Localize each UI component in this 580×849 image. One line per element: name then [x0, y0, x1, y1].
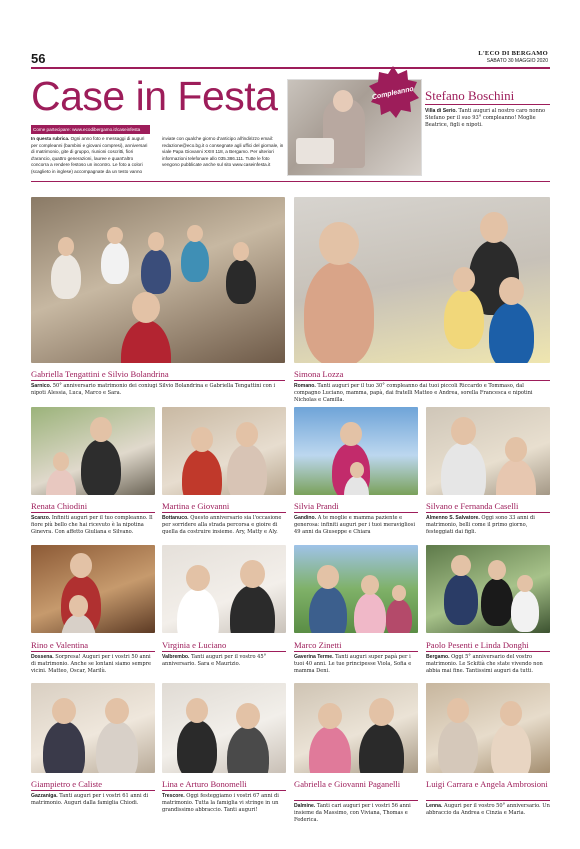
entry-photo — [294, 683, 418, 773]
person-figure — [230, 585, 275, 633]
person-figure — [121, 320, 171, 364]
entry-name: Simona Lozza — [294, 369, 344, 379]
birthday-badge-icon — [365, 64, 421, 120]
entry-rule — [162, 651, 286, 652]
entry-caption — [426, 515, 550, 535]
person-figure — [227, 726, 269, 773]
entry-location: Romano. — [294, 383, 316, 389]
entry-rule — [31, 380, 285, 381]
entry-message: Sorpresa! Auguri per i vostri 50 anni di matrimonio. Anche se lontani siamo sempre vicini. Matteo, Oscar, Marilù. — [31, 654, 152, 674]
entry-name: Gabriella Tengattini e Silvio Bolandrina — [31, 369, 169, 379]
person-head — [90, 417, 112, 442]
newspaper-date: SABATO 30 MAGGIO 2020 — [486, 58, 548, 64]
person-head — [499, 277, 524, 305]
entry-name: Lina e Arturo Bonomelli — [162, 779, 247, 789]
entry-message: Auguri per il vostro 50° anniversario. Un abbraccio da Andrea e Cinzia e Maria. — [426, 803, 550, 816]
page-number: 56 — [31, 51, 46, 66]
entry-rule — [426, 512, 550, 513]
entry-location: Bergamo. — [426, 654, 450, 660]
entry-name: Giampietro e Caliste — [31, 779, 103, 789]
entry-name: Luigi Carrara e Angela Ambrosioni — [426, 779, 548, 789]
entry-rule — [294, 380, 550, 381]
person-figure — [51, 254, 81, 299]
person-head — [53, 452, 70, 471]
participate-banner[interactable]: Come partecipare: www.ecodibergamo.it/caseinfesta — [31, 125, 150, 134]
section-title: Case in Festa — [31, 73, 278, 119]
entry-location: Valbrembo. — [162, 654, 190, 660]
entry-message: 50° anniversario matrimonio dei coniugi Silvio Bolandrina e Gabriella Tengattini con i nipoti Alessia, Luca, Marco e Sara. — [31, 383, 276, 396]
entry-location: Sarnico. — [31, 383, 52, 389]
badge-label: Compleanno — [371, 85, 415, 102]
person-figure — [46, 469, 76, 496]
entry-photo — [162, 683, 286, 773]
entry-photo — [162, 407, 286, 495]
featured-message: Tanti auguri al nostro caro nonno Stefano per il suo 93° compleanno! Moglie Beatrice, figli e nipoti. — [425, 108, 546, 128]
entry-photo — [31, 407, 155, 495]
person-head — [186, 698, 208, 723]
entry-name: Rino e Valentina — [31, 640, 89, 650]
person-head — [488, 560, 506, 580]
entry-rule — [31, 512, 155, 513]
person-head — [517, 575, 533, 592]
entry-message: Infiniti auguri per il tuo compleanno. Il fiore più bello che hai ricevuto è la nipotina Ginevra. Con affetto Giuliana e Silvano. — [31, 515, 153, 535]
person-figure — [444, 574, 478, 625]
entry-photo — [294, 197, 550, 363]
entry-caption — [31, 515, 155, 535]
person-figure — [181, 240, 209, 282]
person-figure — [489, 302, 534, 363]
entry-photo — [31, 545, 155, 633]
person-figure — [177, 720, 217, 773]
entry-rule — [294, 800, 418, 801]
entry-caption — [31, 793, 155, 807]
person-figure — [81, 439, 121, 495]
entry-location: Bottanuco. — [162, 515, 189, 521]
person-head — [240, 560, 265, 588]
header-rule — [31, 67, 550, 69]
person-head — [480, 212, 508, 243]
person-head — [447, 698, 469, 723]
entry-location: Gandino. — [294, 515, 317, 521]
person-figure — [481, 578, 513, 626]
person-head — [58, 237, 75, 256]
person-figure — [359, 723, 404, 773]
entry-photo — [294, 545, 418, 633]
person-head — [187, 225, 203, 242]
person-head — [105, 698, 129, 724]
entry-photo — [31, 197, 285, 363]
person-figure — [511, 590, 539, 632]
person-head — [319, 222, 358, 265]
intro-left-text: Ogni anno foto e messaggi di auguri per compleanni (bambini e giovani compresi), anniversari di matrimonio, gite di gruppo, riunioni coscritti, fiori d'arancio, quattro generazioni, lauree e quant'altro concorra a rendere festoso un incontro. Le foto a colori (scaglieto in inglese) accompagnate da un testo vanno — [31, 136, 148, 174]
entry-name: Martina e Giovanni — [162, 501, 230, 511]
person-head — [69, 595, 89, 617]
entry-name: Silvano e Fernanda Caselli — [426, 501, 519, 511]
person-head — [132, 292, 160, 323]
entry-location: Scanzo. — [31, 515, 51, 521]
entry-rule — [162, 790, 286, 791]
person-figure — [96, 721, 138, 773]
person-head — [191, 427, 213, 452]
entry-name: Virginia e Luciano — [162, 640, 227, 650]
person-figure — [354, 593, 386, 633]
entry-message: Oggi sono 33 anni di matrimonio, belli come il primo giorno, festeggiati dai figli. — [426, 515, 535, 535]
entry-location: Dossena. — [31, 654, 54, 660]
person-head — [148, 232, 165, 251]
entry-photo — [426, 683, 550, 773]
entry-rule — [162, 512, 286, 513]
entry-name: Renata Chiodini — [31, 501, 88, 511]
entry-caption — [162, 654, 286, 668]
featured-location: Villa di Serio. — [425, 108, 457, 114]
person-head — [186, 565, 210, 591]
entry-location: Almenno S. Salvatore. — [426, 515, 480, 521]
person-head — [340, 422, 361, 446]
person-figure — [141, 249, 171, 294]
person-figure — [444, 289, 484, 349]
entry-location: Trescore. — [162, 793, 185, 799]
intro-right: inviate con qualche giorno d'anticipo all'indirizzo email: redazione@eco.bg.it o consegnate agli uffici del giornale, in viale Papa Giovanni XXIII 118, a Bergamo. Per ulteriori informazioni telefonare allo 035.386.111. Tutte le foto vengono pubblicate anche sul sito www.caseinfesta.it — [162, 136, 284, 168]
entry-rule — [294, 512, 418, 513]
person-head — [317, 565, 338, 589]
person-head — [451, 555, 470, 576]
entry-caption — [294, 803, 418, 823]
person-head — [236, 703, 260, 729]
person-head — [500, 701, 522, 726]
person-figure — [309, 726, 351, 773]
entry-caption — [294, 654, 418, 674]
entry-rule — [426, 800, 550, 801]
person-figure — [309, 586, 347, 633]
newspaper-name: L'ECO DI BERGAMO — [478, 50, 548, 57]
entry-caption — [294, 515, 418, 535]
person-head — [318, 703, 342, 729]
entry-name: Marco Zinetti — [294, 640, 342, 650]
entry-message: Tanti cari auguri per i vostri 56 anni insieme da Massimo, con Viviana, Thomas e Federica. — [294, 803, 411, 823]
entry-rule — [31, 651, 155, 652]
person-figure — [496, 459, 536, 495]
person-head — [392, 585, 407, 601]
person-figure — [491, 723, 531, 773]
person-head — [453, 267, 475, 292]
person-head — [369, 698, 394, 726]
person-figure — [438, 720, 478, 773]
person-figure — [43, 721, 85, 773]
entry-name: Paolo Pesenti e Linda Donghi — [426, 640, 529, 650]
entry-message: Questo anniversario sia l'occasione per sorridere alla strada percorsa e gioire di quella da costruire insieme. Ary, Matty e Aly. — [162, 515, 282, 535]
entry-name: Gabriella e Giovanni Paganelli — [294, 779, 401, 789]
entry-caption — [426, 654, 550, 674]
entry-message: Oggi festeggiamo i vostri 67 anni di matrimonio. Tutta la famiglia vi stringe in un grandissimo abbraccio. Tanti auguri! — [162, 793, 279, 813]
featured-caption — [425, 108, 551, 129]
person-head — [505, 437, 527, 462]
entry-rule — [31, 790, 155, 791]
person-head — [350, 462, 364, 478]
person-head — [52, 698, 76, 724]
entry-caption — [162, 515, 286, 535]
entry-caption — [162, 793, 286, 813]
entry-rule — [294, 651, 418, 652]
entry-message: Tanti auguri per i vostri 61 anni di matrimonio. Auguri dalla famiglia Chiodi. — [31, 793, 149, 806]
person-figure — [182, 449, 222, 495]
entry-location: Gazzaniga. — [31, 793, 58, 799]
entry-name: Silvia Prandi — [294, 501, 339, 511]
person-figure — [386, 599, 412, 633]
person-figure — [101, 242, 129, 284]
person-head — [236, 422, 258, 447]
entry-location: Gaverina Terme. — [294, 654, 334, 660]
entry-location: Dalmine. — [294, 803, 316, 809]
featured-person-head — [333, 90, 353, 112]
featured-cake — [296, 138, 334, 164]
entry-photo — [426, 407, 550, 495]
entry-photo — [426, 545, 550, 633]
section-rule — [31, 181, 550, 182]
person-head — [361, 575, 379, 595]
entry-photo — [294, 407, 418, 495]
featured-name: Stefano Boschini — [425, 88, 515, 103]
entry-message: Tanti auguri per il vostro 45° anniversario. Sara e Maurizio. — [162, 654, 267, 667]
entry-caption — [31, 383, 285, 397]
entry-message: Tanti auguri per il tuo 30° compleanno dai tuoi piccoli Riccardo e Tommaso, dal compagno Luciano, mamma, papà, dai fratelli Matteo e Andrea, sorella Francesca e nipotini Nicholas e Camilla. — [294, 383, 533, 403]
person-figure — [304, 261, 374, 364]
person-head — [107, 227, 123, 244]
person-head — [70, 553, 92, 578]
entry-rule — [426, 651, 550, 652]
person-head — [233, 242, 250, 261]
person-figure — [226, 259, 256, 304]
entry-message: Tanti auguri super papà per i tuoi 40 anni. Le tue principesse Viola, Sofia e mamma Deni. — [294, 654, 412, 674]
entry-caption — [426, 803, 550, 817]
person-head — [451, 417, 476, 445]
featured-rule — [425, 104, 550, 105]
entry-message: Oggi 5° anniversario del vostro matrimonio. Le Sckitià che state vivendo non abbia mai fine. Tantissimi auguri da tutti. — [426, 654, 543, 674]
entry-location: Lenna. — [426, 803, 443, 809]
person-figure — [177, 588, 219, 633]
entry-photo — [162, 545, 286, 633]
intro-lead: In questa rubrica. — [31, 136, 70, 141]
entry-caption — [294, 383, 550, 403]
intro-left — [31, 136, 150, 176]
person-figure — [227, 444, 267, 495]
entry-message: A te moglie e mamma paziente e generosa: infiniti auguri per i tuoi meravigliosi 49 anni da Giuseppe e Chiara — [294, 515, 415, 535]
entry-photo — [31, 683, 155, 773]
entry-caption — [31, 654, 155, 674]
person-figure — [441, 442, 486, 495]
